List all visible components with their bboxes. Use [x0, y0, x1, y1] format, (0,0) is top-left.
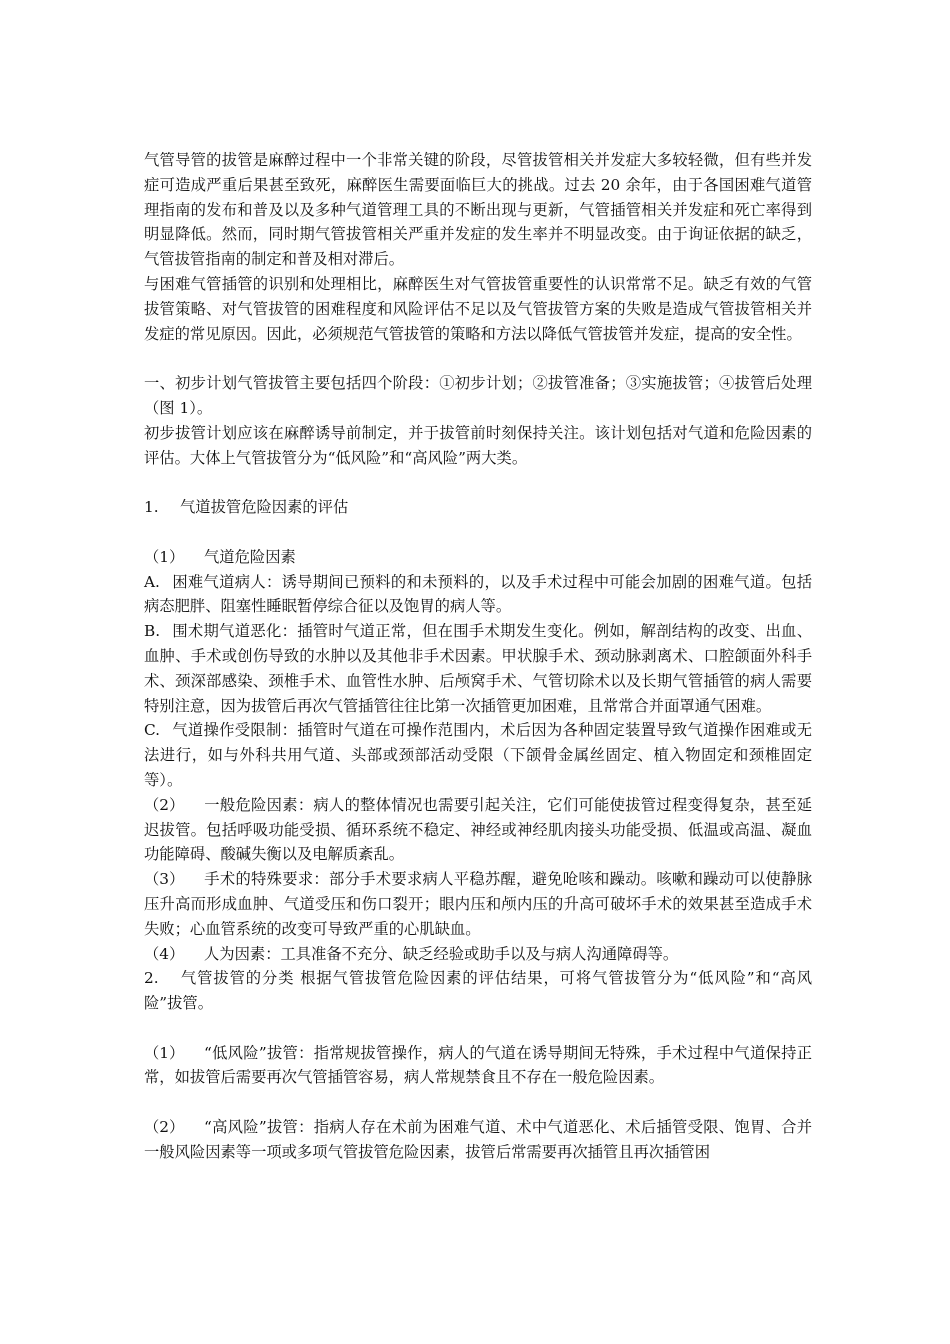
list-letter: B.	[144, 622, 161, 641]
list-number: 2.	[144, 969, 159, 988]
item-a-text: 困难气道病人：诱导期间已预料的和未预料的，以及手术过程中可能会加剧的困难气道。包括病态肥胖、阻塞性睡眠暂停综合征以及饱胃的病人等。	[144, 572, 812, 616]
blank-line	[144, 1016, 812, 1041]
blank-line	[144, 470, 812, 495]
list-number: （1）	[144, 1043, 185, 1062]
item-1-1-title: 气道危险因素	[204, 547, 296, 566]
item-1-1-heading	[144, 545, 812, 570]
list-letter: A.	[144, 572, 160, 591]
item-c-text: 气道操作受限制：插管时气道在可操作范围内，术后因为各种固定装置导致气道操作困难或无法进行，如与外科共用气道、头部或颈部活动受限（下颌骨金属丝固定、植入物固定和颈椎固定等）。	[144, 721, 812, 789]
document-body	[144, 148, 812, 1165]
item-b	[144, 619, 812, 718]
blank-line	[144, 520, 812, 545]
list-number: （2）	[144, 795, 185, 814]
item-b-text: 围术期气道恶化：插管时气道正常，但在围手术期发生变化。例如，解剖结构的改变、出血、血肿、手术或创伤导致的水肿以及其他非手术因素。甲状腺手术、颈动脉剥离术、口腔颌面外科手术、颈深部感染、颈椎手术、血管性水肿、后颅窝手术、气管切除术以及长期气管插管的病人需要特别注意，因为拔管后再次气管插管往往比第一次插管更加困难，且常常合并面罩通气困难。	[144, 622, 812, 715]
item-2-2	[144, 1115, 812, 1165]
item-2-1-text: “低风险”拔管：指常规拔管操作，病人的气道在诱导期间无特殊，手术过程中气道保持正常，如拔管后需要再次气管插管容易，病人常规禁食且不存在一般危险因素。	[144, 1043, 812, 1087]
item-1-2	[144, 793, 812, 867]
intro-paragraph-2: 与困难气管插管的识别和处理相比，麻醉医生对气管拔管重要性的认识常常不足。缺乏有效的气管拔管策略、对气管拔管的困难程度和风险评估不足以及气管拔管方案的失败是造成气管拔管相关并发症的常见原因。因此，必须规范气管拔管的策略和方法以降低气管拔管并发症，提高的安全性。	[144, 274, 812, 343]
initial-plan-paragraph: 初步拔管计划应该在麻醉诱导前制定，并于拔管前时刻保持关注。该计划包括对气道和危险因素的评估。大体上气管拔管分为“低风险”和“高风险”两大类。	[144, 423, 812, 467]
item-1-4	[144, 942, 812, 967]
item-2-1	[144, 1041, 812, 1091]
list-letter: C.	[144, 721, 161, 740]
item-1-3-text: 手术的特殊要求：部分手术要求病人平稳苏醒，避免呛咳和躁动。咳嗽和躁动可以使静脉压升高而形成血肿、气道受压和伤口裂开；眼内压和颅内压的升高可破坏手术的效果甚至造成手术失败；心血管系统的改变可导致严重的心肌缺血。	[144, 870, 812, 938]
list-number: （3）	[144, 870, 185, 889]
intro-paragraph-1: 气管导管的拔管是麻醉过程中一个非常关键的阶段，尽管拔管相关并发症大多较轻微，但有些并发症可造成严重后果甚至致死，麻醉医生需要面临巨大的挑战。过去 20 余年，由于各国困难气道管理指南的发布和普及以及多种气道管理工具的不断出现与更新，气管插管相关并发症和死亡率得到明显降低。然而，同时期气管拔管相关严重并发症的发生率并不明显改变。由于询证依据的缺乏，气管拔管指南的制定和普及相对滞后。	[144, 151, 812, 269]
list-number: （1）	[144, 547, 185, 566]
item-c	[144, 718, 812, 792]
subsection-1-title: 气道拔管危险因素的评估	[180, 498, 349, 517]
list-number: （4）	[144, 944, 185, 963]
item-1-2-text: 一般危险因素：病人的整体情况也需要引起关注，它们可能使拔管过程变得复杂，甚至延迟拔管。包括呼吸功能受损、循环系统不稳定、神经或神经肌肉接头功能受损、低温或高温、凝血功能障碍、酸碱失衡以及电解质紊乱。	[144, 795, 812, 864]
list-number: （2）	[144, 1118, 185, 1137]
item-2-2-text: “高风险”拔管：指病人存在术前为困难气道、术中气道恶化、术后插管受限、饱胃、合并一般风险因素等一项或多项气管拔管危险因素，拔管后常需要再次插管且再次插管困	[144, 1118, 812, 1161]
item-a	[144, 570, 812, 620]
blank-line	[144, 1090, 812, 1115]
subsection-2-text: 气管拔管的分类 根据气管拔管危险因素的评估结果，可将气管拔管分为“低风险”和“高风险”拔管。	[144, 969, 812, 1013]
item-1-4-text: 人为因素：工具准备不充分、缺乏经验或助手以及与病人沟通障碍等。	[204, 944, 679, 963]
blank-line	[144, 346, 812, 371]
section-heading-initial-plan: 一、初步计划气管拔管主要包括四个阶段：①初步计划；②拔管准备；③实施拔管；④拔管后处理（图 1）。	[144, 374, 812, 417]
subsection-1-heading	[144, 495, 812, 520]
list-number: 1.	[144, 498, 159, 517]
item-1-3	[144, 867, 812, 941]
subsection-2	[144, 966, 812, 1016]
